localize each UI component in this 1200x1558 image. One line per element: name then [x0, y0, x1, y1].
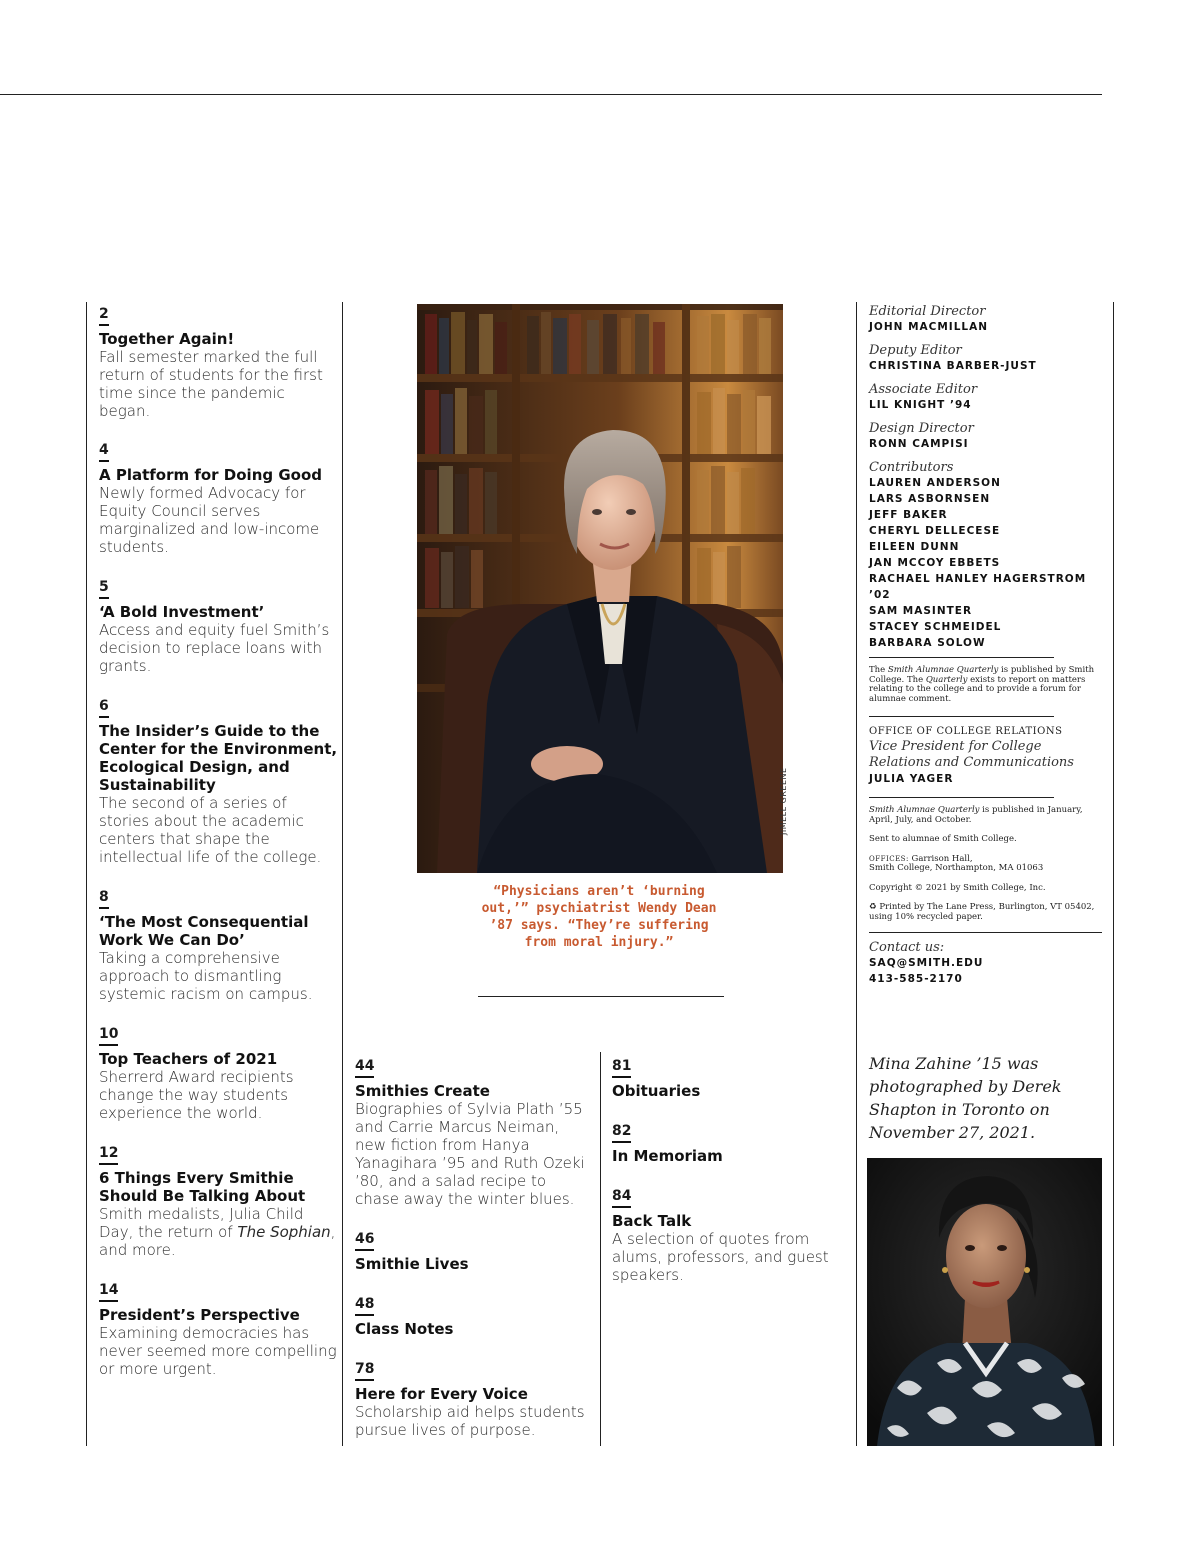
masthead-role: Deputy Editor	[869, 343, 962, 358]
page-number: 48	[355, 1296, 374, 1316]
entry-description: Taking a comprehensive approach to dismantling systemic racism on campus.	[99, 949, 313, 1003]
pull-quote-rule	[478, 996, 724, 997]
page-number: 8	[99, 889, 109, 909]
toc-entry[interactable]	[99, 1142, 339, 1259]
entry-title: ‘A Bold Investment’	[99, 603, 265, 621]
entry-title: Smithies Create	[355, 1082, 490, 1100]
page-number: 82	[612, 1123, 631, 1143]
entry-title: President’s Perspective	[99, 1306, 300, 1324]
contributor-name: RACHAEL HANLEY HAGERSTROM ’02	[869, 573, 1087, 601]
toc-entry[interactable]	[612, 1055, 844, 1100]
page-number: 6	[99, 698, 109, 718]
toc-entry[interactable]	[99, 695, 339, 866]
masthead-role: Associate Editor	[869, 382, 978, 397]
page-number: 46	[355, 1231, 374, 1251]
photo-credit: JIMELL GREENE	[779, 767, 788, 835]
masthead-name: RONN CAMPISI	[869, 438, 969, 450]
contact-email[interactable]: SAQ@SMITH.EDU	[869, 957, 984, 969]
publication-schedule: Smith Alumnae Quarterly is published in January, April, July, and October.	[869, 805, 1083, 825]
publisher-statement: The Smith Alumnae Quarterly is published by Smith College. The Quarterly exists to report on matters relating to the college and to provide a forum for alumnae comment.	[869, 665, 1095, 704]
entry-description: The second of a series of stories about the academic centers that shape the intellectual life of the college.	[99, 794, 322, 866]
office-heading: OFFICE OF COLLEGE RELATIONS	[869, 726, 1063, 737]
contributor-name: STACEY SCHMEIDEL	[869, 621, 1002, 633]
page-number: 2	[99, 306, 109, 326]
toc-entry[interactable]	[99, 576, 339, 675]
printer-note: ♻ Printed by The Lane Press, Burlington, VT 05402, using 10% recycled paper.	[869, 902, 1095, 922]
entry-description: Newly formed Advocacy for Equity Council serves marginalized and low-income students.	[99, 484, 320, 556]
copyright: Copyright © 2021 by Smith College, Inc.	[869, 882, 1046, 893]
page-number: 12	[99, 1145, 118, 1165]
pull-quote: “Physicians aren’t ‘burning out,’” psychiatrist Wendy Dean ’87 says. “They’re suffering from moral injury.”	[481, 884, 717, 950]
column-rule-3	[600, 1052, 601, 1446]
toc-entry[interactable]	[355, 1293, 587, 1338]
entry-description: Biographies of Sylvia Plath ’55 and Carrie Marcus Neiman, new fiction from Hanya Yanagihara ’95 and Ruth Ozeki ’80, and a salad recipe to chase away the winter blues.	[355, 1100, 585, 1208]
contributor-name: CHERYL DELLECESE	[869, 525, 1001, 537]
masthead-rule	[869, 657, 1054, 658]
toc-entry[interactable]	[99, 886, 339, 1003]
page-number: 14	[99, 1282, 118, 1302]
toc-entry[interactable]	[99, 1023, 339, 1122]
office-name: JULIA YAGER	[869, 773, 954, 785]
masthead-role-block	[869, 382, 1101, 413]
entry-description: Scholarship aid helps students pursue lives of purpose.	[355, 1403, 585, 1439]
masthead-role-block	[869, 343, 1101, 374]
toc-entry[interactable]	[355, 1055, 587, 1208]
entry-description: Sherrerd Award recipients change the way students experience the world.	[99, 1068, 294, 1122]
masthead-name: JOHN MACMILLAN	[869, 321, 988, 333]
entry-description: Examining democracies has never seemed more compelling or more urgent.	[99, 1324, 337, 1378]
entry-title: Back Talk	[612, 1212, 692, 1230]
toc-entry[interactable]	[355, 1358, 587, 1439]
page-number: 78	[355, 1361, 374, 1381]
masthead-rule	[869, 932, 1102, 933]
toc-entry[interactable]	[612, 1120, 844, 1165]
masthead-role-block	[869, 421, 1101, 452]
contributor-name: LARS ASBORNSEN	[869, 493, 991, 505]
column-rule-4	[856, 302, 857, 1446]
masthead-role: Design Director	[869, 421, 974, 436]
contributor-name: LAUREN ANDERSON	[869, 477, 1001, 489]
page-number: 44	[355, 1058, 374, 1078]
masthead-rule	[869, 716, 1054, 717]
entry-title: Together Again!	[99, 330, 235, 348]
cover-caption: Mina Zahine ’15 was photographed by Derek Shapton in Toronto on November 27, 2021.	[869, 1054, 1062, 1142]
column-rule-left	[86, 302, 87, 1446]
page-number: 4	[99, 442, 109, 462]
entry-description: Access and equity fuel Smith’s decision to replace loans with grants.	[99, 621, 330, 675]
page-number: 84	[612, 1188, 631, 1208]
page-number: 10	[99, 1026, 118, 1046]
contributor-name: EILEEN DUNN	[869, 541, 960, 553]
cover-portrait-photo	[867, 1158, 1102, 1446]
toc-entry[interactable]	[612, 1185, 844, 1284]
entry-title: Obituaries	[612, 1082, 701, 1100]
entry-title: ‘The Most Consequential Work We Can Do’	[99, 913, 309, 949]
column-rule-2	[342, 302, 343, 1446]
masthead-role: Contributors	[869, 460, 954, 475]
entry-title: Top Teachers of 2021	[99, 1050, 278, 1068]
toc-entry[interactable]	[99, 439, 339, 556]
column-rule-right	[1113, 302, 1114, 1446]
masthead-name: CHRISTINA BARBER-JUST	[869, 360, 1037, 372]
contributor-name: JAN MCCOY EBBETS	[869, 557, 1001, 569]
feature-portrait-photo	[417, 304, 783, 873]
masthead-role-block	[869, 304, 1101, 335]
entry-title: 6 Things Every Smithie Should Be Talking About	[99, 1169, 306, 1205]
masthead-role: Editorial Director	[869, 304, 986, 319]
distribution-note: Sent to alumnae of Smith College.	[869, 834, 1017, 844]
entry-description: Smith medalists, Julia Child Day, the return of The Sophian, and more.	[99, 1205, 336, 1259]
offices-address: OFFICES: Garrison Hall, Smith College, Northampton, MA 01063	[869, 853, 1044, 873]
contact-phone[interactable]: 413-585-2170	[869, 973, 963, 985]
entry-title: A Platform for Doing Good	[99, 466, 322, 484]
entry-title: Smithie Lives	[355, 1255, 469, 1273]
entry-title: Class Notes	[355, 1320, 454, 1338]
masthead-rule	[869, 797, 1054, 798]
entry-description: A selection of quotes from alums, professors, and guest speakers.	[612, 1230, 829, 1284]
office-role: Vice President for College Relations and Communications	[869, 739, 1074, 770]
page-number: 81	[612, 1058, 631, 1078]
masthead	[869, 304, 1101, 987]
toc-entry[interactable]	[99, 1279, 339, 1378]
top-rule	[0, 94, 1102, 95]
contributor-name: BARBARA SOLOW	[869, 637, 986, 649]
toc-entry[interactable]	[99, 303, 339, 420]
entry-description: Fall semester marked the full return of students for the first time since the pandemic began.	[99, 348, 323, 420]
contributor-name: SAM MASINTER	[869, 605, 973, 617]
entry-title: The Insider’s Guide to the Center for the Environment, Ecological Design, and Sustainability	[99, 722, 338, 794]
contributor-name: JEFF BAKER	[869, 509, 948, 521]
entry-title: In Memoriam	[612, 1147, 723, 1165]
toc-entry[interactable]	[355, 1228, 587, 1273]
page-number: 5	[99, 579, 109, 599]
masthead-contributors	[869, 460, 1101, 651]
entry-title: Here for Every Voice	[355, 1385, 528, 1403]
contact-label: Contact us:	[869, 940, 945, 955]
masthead-name: LIL KNIGHT ’94	[869, 399, 972, 411]
